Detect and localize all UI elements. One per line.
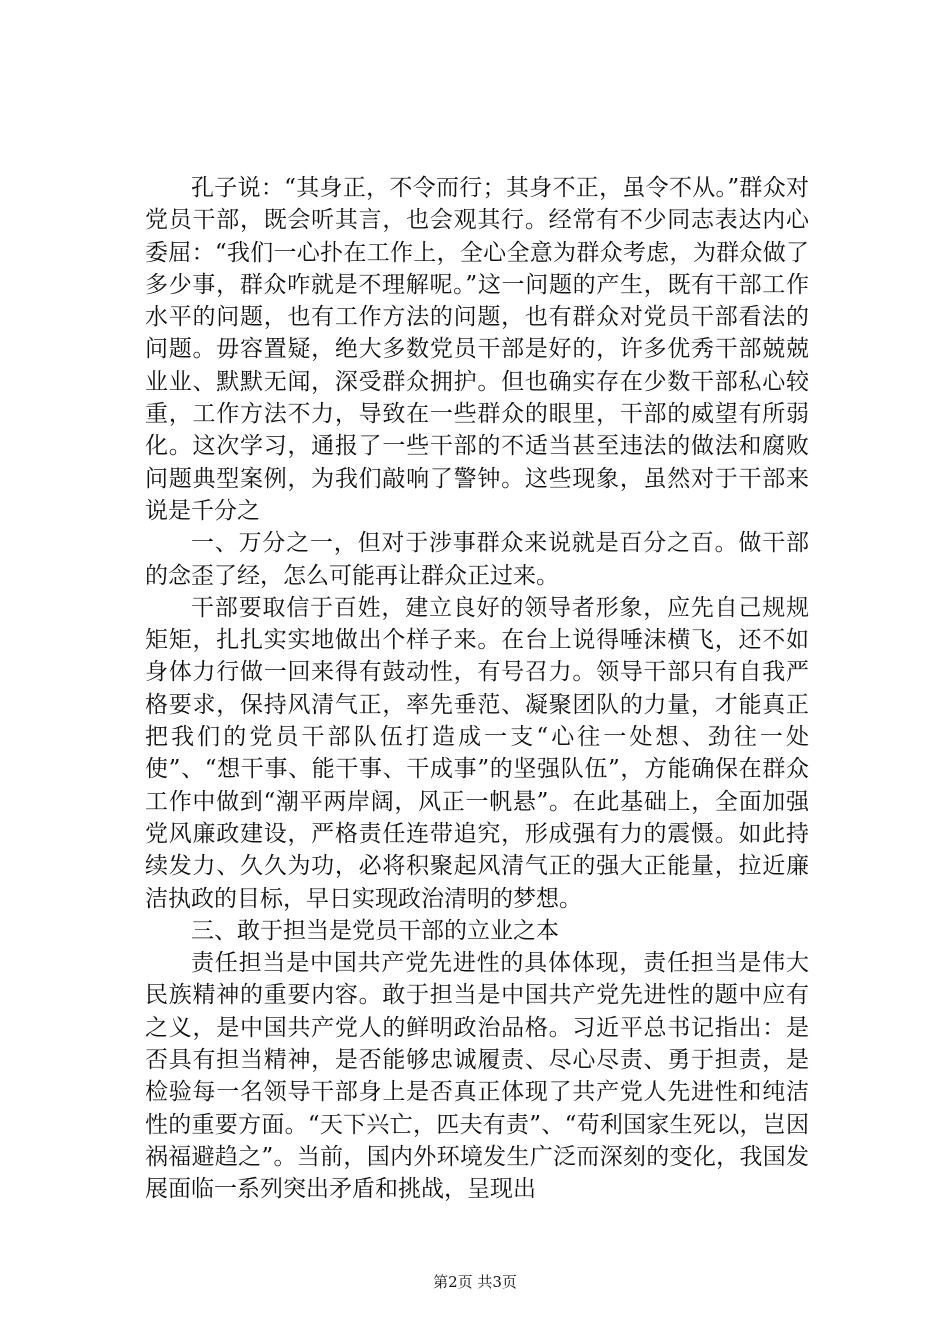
paragraph-3: 干部要取信于百姓，建立良好的领导者形象，应先自己规规矩矩，扎扎实实地做出个样子来。在台上说得唾沫横飞，还不如身体力行做一回来得有鼓动性，有号召力。领导干部只有自我严格要求，保持风清气正，率先垂范、凝聚团队的力量，才能真正把我们的党员干部队伍打造成一支“心往一处想、劲往一处使”、“想干事、能干事、干成事”的坚强队伍”，方能确保在群众工作中做到“潮平两岸阔，风正一帆悬”。在此基础上，全面加强党风廉政建设，严格责任连带追究，形成强有力的震慑。如此持续发力、久久为功，必将积聚起风清气正的强大正能量，拉近廉洁执政的目标，早日实现政治清明的梦想。 — [145, 594, 809, 912]
paragraph-2: 一、万分之一，但对于涉事群众来说就是百分之百。做干部的念歪了经，怎么可能再让群众正过来。 — [145, 530, 809, 589]
section-heading: 三、敢于担当是党员干部的立业之本 — [191, 917, 559, 944]
paragraph-4: 责任担当是中国共产党先进性的具体体现，责任担当是伟大民族精神的重要内容。敢于担当是中国共产党先进性的题中应有之义，是中国共产党人的鲜明政治品格。习近平总书记指出：是否具有担当精神，是否能够忠诚履责、尽心尽责、勇于担责，是检验每一名领导干部身上是否真正体现了共产党人先进性和纯洁性的重要方面。“天下兴亡，匹夫有责”、“苟利国家生死以，岂因祸福避趋之”。当前，国内外环境发生广泛而深刻的变化，我国发展面临一系列突出矛盾和挑战，呈现出 — [145, 950, 809, 1203]
paragraph-1: 孔子说：“其身正，不令而行；其身不正，虽令不从。”群众对党员干部，既会听其言，也会观其行。经常有不少同志表达内心委屈：“我们一心扑在工作上，全心全意为群众考虑，为群众做了多少事，群众咋就是不理解呢。”这一问题的产生，既有干部工作水平的问题，也有工作方法的问题，也有群众对党员干部看法的问题。毋容置疑，绝大多数党员干部是好的，许多优秀干部兢兢业业、默默无闻，深受群众拥护。但也确实存在少数干部私心较重，工作方法不力，导致在一些群众的眼里，干部的威望有所弱化。这次学习，通报了一些干部的不适当甚至违法的做法和腐败问题典型案例，为我们敲响了警钟。这些现象，虽然对于干部来说是千分之 — [145, 175, 809, 524]
document-body — [145, 172, 809, 1206]
page-footer: 第2页 共3页 — [433, 1273, 517, 1291]
